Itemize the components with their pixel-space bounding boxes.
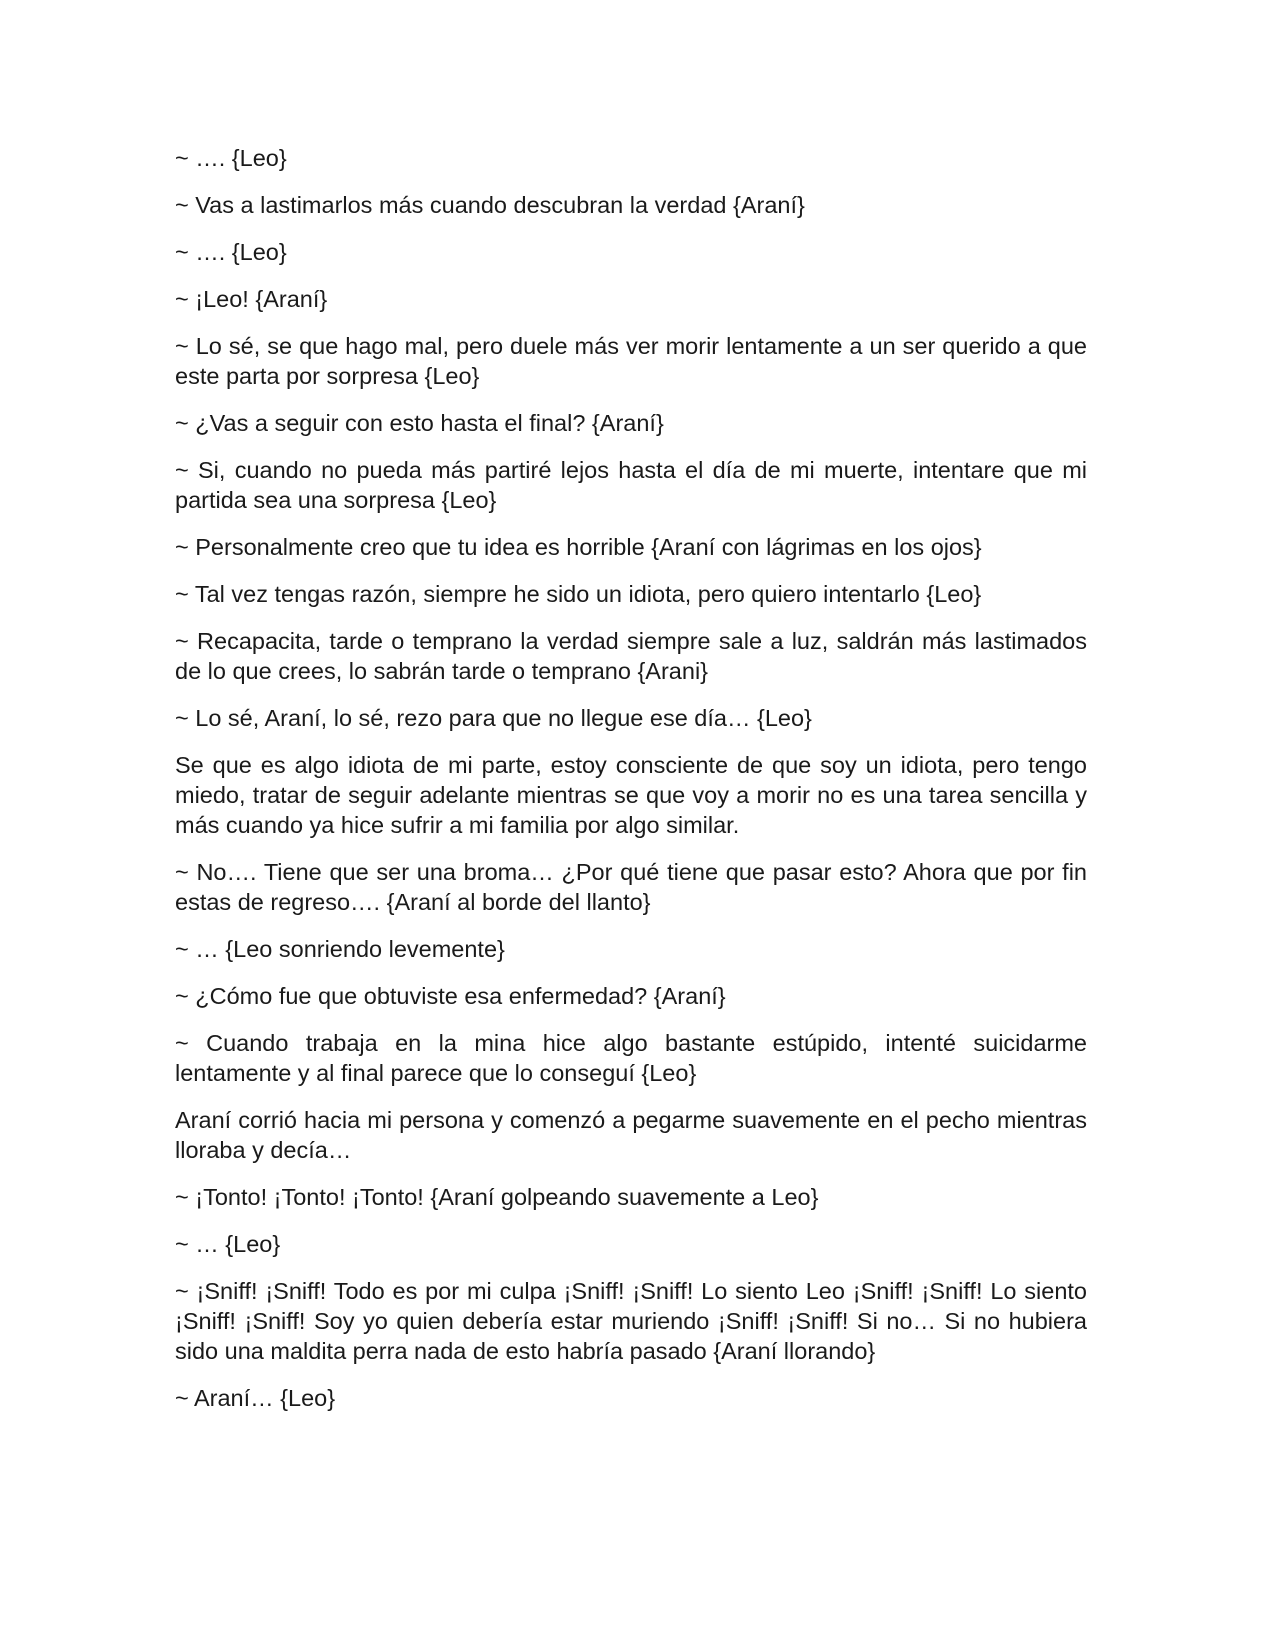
paragraph-13: ~ No…. Tiene que ser una broma… ¿Por qué tiene que pasar esto? Ahora que por fin estas de regreso…. {Araní al borde del llanto} [175,859,1087,915]
paragraph-10: ~ Recapacita, tarde o temprano la verdad siempre sale a luz, saldrán más lastimados de lo que crees, lo sabrán tarde o temprano {Arani} [175,628,1087,684]
paragraph-3: ~ …. {Leo} [175,239,287,265]
paragraph-2: ~ Vas a lastimarlos más cuando descubran la verdad {Araní} [175,192,805,218]
paragraph-14: ~ … {Leo sonriendo levemente} [175,936,505,962]
paragraph-15: ~ ¿Cómo fue que obtuviste esa enfermedad? {Araní} [175,983,726,1009]
paragraph-1: ~ …. {Leo} [175,145,287,171]
paragraph-11: ~ Lo sé, Araní, lo sé, rezo para que no llegue ese día… {Leo} [175,705,812,731]
paragraph-19: ~ … {Leo} [175,1231,281,1257]
paragraph-16: ~ Cuando trabaja en la mina hice algo bastante estúpido, intenté suicidarme lentamente y al final parece que lo conseguí {Leo} [175,1030,1087,1086]
paragraph-7: ~ Si, cuando no pueda más partiré lejos hasta el día de mi muerte, intentare que mi partida sea una sorpresa {Leo} [175,457,1087,513]
paragraph-20: ~ ¡Sniff! ¡Sniff! Todo es por mi culpa ¡Sniff! ¡Sniff! Lo siento Leo ¡Sniff! ¡Sniff! Lo siento ¡Sniff! ¡Sniff! Soy yo quien debería estar muriendo ¡Sniff! ¡Sniff! Si no… Si no hubiera sido una maldita perra nada de esto habría pasado {Araní llorando} [175,1278,1087,1364]
paragraph-4: ~ ¡Leo! {Araní} [175,286,328,312]
paragraph-17: Araní corrió hacia mi persona y comenzó a pegarme suavemente en el pecho mientras lloraba y decía… [175,1107,1087,1163]
paragraph-21: ~ Araní… {Leo} [175,1385,336,1411]
paragraph-9: ~ Tal vez tengas razón, siempre he sido un idiota, pero quiero intentarlo {Leo} [175,581,982,607]
paragraph-12: Se que es algo idiota de mi parte, estoy consciente de que soy un idiota, pero tengo miedo, tratar de seguir adelante mientras se que voy a morir no es una tarea sencilla y más cuando ya hice sufrir a mi familia por algo similar. [175,752,1087,838]
paragraph-18: ~ ¡Tonto! ¡Tonto! ¡Tonto! {Araní golpeando suavemente a Leo} [175,1184,819,1210]
paragraph-5: ~ Lo sé, se que hago mal, pero duele más ver morir lentamente a un ser querido a que este parta por sorpresa {Leo} [175,333,1087,389]
document-page [175,143,1087,1430]
paragraph-6: ~ ¿Vas a seguir con esto hasta el final? {Araní} [175,410,664,436]
paragraph-8: ~ Personalmente creo que tu idea es horrible {Araní con lágrimas en los ojos} [175,534,982,560]
